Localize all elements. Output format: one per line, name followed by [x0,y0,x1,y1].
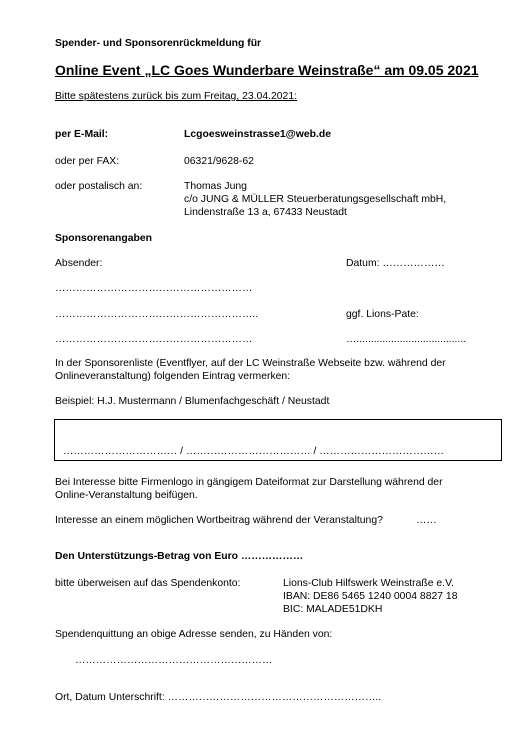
signature-line: Ort, Datum Unterschrift: …………………………………………………….. [55,692,382,703]
fax-label: oder per FAX: [55,156,120,167]
sponsor-entry-box [54,419,502,461]
sponsor-heading: Sponsorenangaben [55,233,152,244]
lions-pate-label: ggf. Lions-Pate: [346,309,419,320]
speech-interest-dots: …… [416,515,437,526]
lions-pate-line: …...................................... [346,334,467,345]
postal-label: oder postalisch an: [55,181,143,192]
transfer-label: bitte überweisen auf das Spendenkonto: [55,578,241,589]
sender-line-2: ………………………………………………….. [55,309,259,320]
receipt-line: ………………………………………………… [75,655,273,666]
receipt-text: Spendenquittung an obige Adresse senden, zu Händen von: [55,629,333,640]
sender-line-1: ………………………………………………… [55,283,253,294]
account-bic: BIC: MALADE51DKH [283,604,383,615]
deadline-notice: Bitte spätestens zurück bis zum Freitag, 23.04.2021: [55,91,297,102]
postal-company: c/o JUNG & MÜLLER Steuerberatungsgesellschaft mbH, [184,194,447,205]
account-iban: IBAN: DE86 5465 1240 0004 8827 18 [283,591,458,602]
fax-number: 06321/9628-62 [184,156,254,167]
sponsor-example: Beispiel: H.J. Mustermann / Blumenfachgeschäft / Neustadt [55,396,330,407]
logo-text-1: Bei Interesse bitte Firmenlogo in gängigem Dateiformat zur Darstellung während der [55,477,443,488]
sender-line-3: ………………………………………………… [55,334,253,345]
email-label: per E-Mail: [55,129,109,140]
logo-text-2: Online-Veranstaltung beifügen. [55,490,198,501]
email-address[interactable]: Lcgoesweinstrasse1@web.de [184,129,332,140]
support-amount-heading: Den Unterstützungs-Betrag von Euro ……………… [55,551,304,562]
speech-interest-text: Interesse an einem möglichen Wortbeitrag während der Veranstaltung? [55,515,383,526]
postal-street: Lindenstraße 13 a, 67433 Neustadt [184,207,347,218]
sponsor-list-text-2: Onlineveranstaltung) folgenden Eintrag vermerken: [55,371,291,382]
form-subtitle: Spender- und Sponsorenrückmeldung für [55,38,262,49]
sender-label: Absender: [55,258,103,269]
sponsor-entry-line: …………………………… / ……………………………… / ……………………………… [63,446,444,457]
date-field: Datum: ……………… [346,258,445,269]
sponsor-list-text-1: In der Sponsorenliste (Eventflyer, auf der LC Weinstraße Webseite bzw. während der [55,358,446,369]
account-holder: Lions-Club Hilfswerk Weinstraße e.V. [283,578,454,589]
postal-name: Thomas Jung [184,181,247,192]
event-title: Online Event „LC Goes Wunderbare Weinstraße“ am 09.05 2021 [55,62,479,78]
